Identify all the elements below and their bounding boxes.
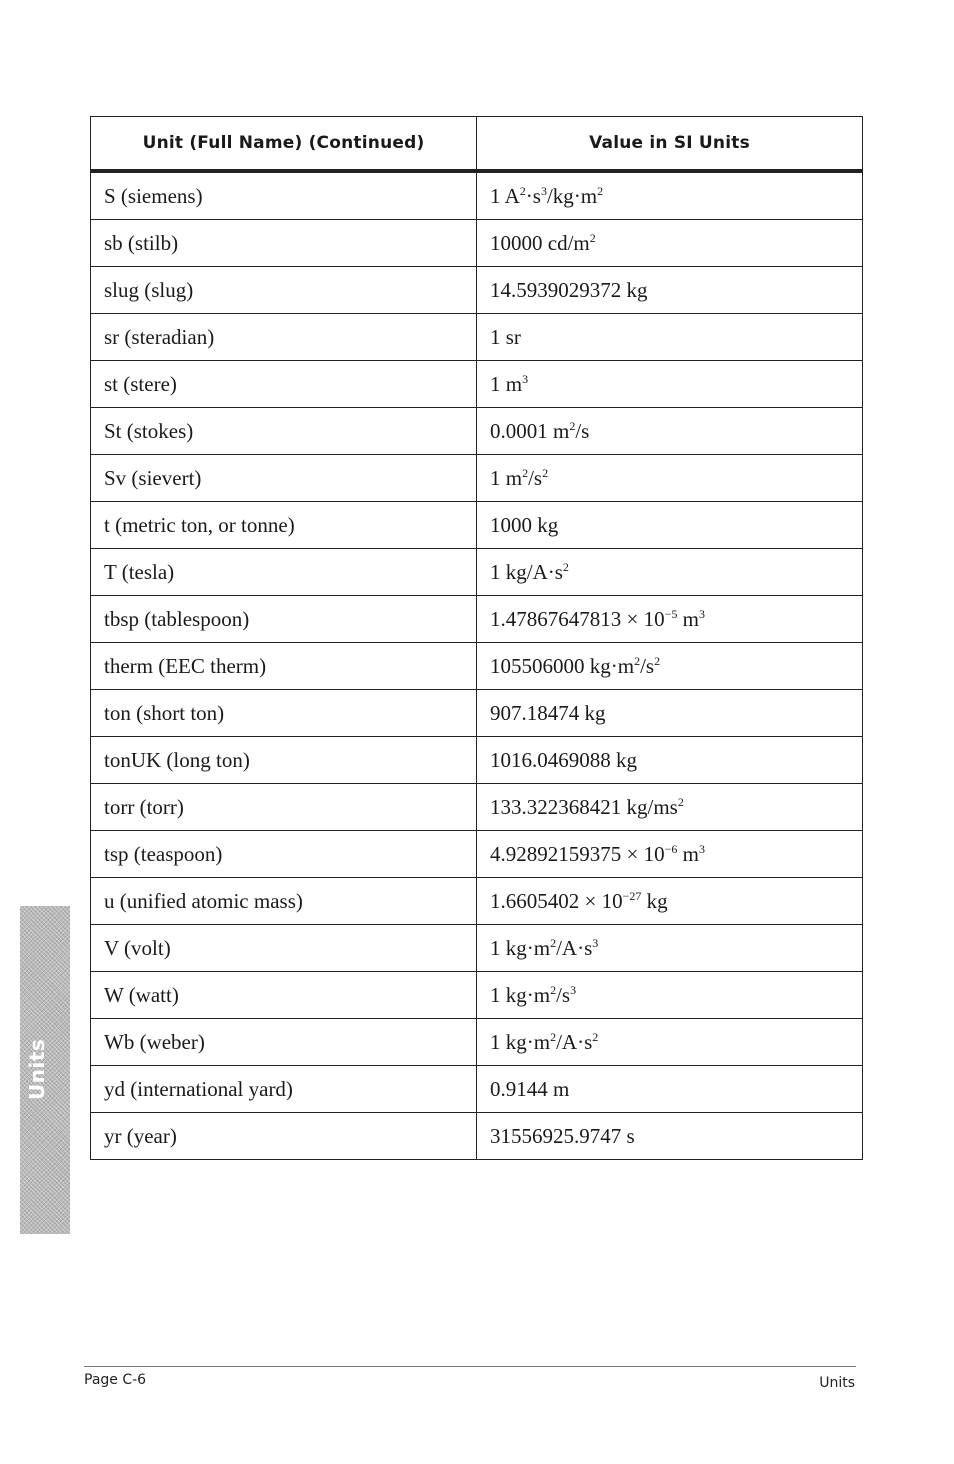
value-exponent: −5 <box>664 606 678 621</box>
unit-cell: yr (year) <box>91 1113 477 1160</box>
value-text: /A·s <box>556 1029 593 1054</box>
value-text: /s <box>556 982 571 1007</box>
footer-rule <box>84 1366 856 1367</box>
value-text: /s <box>640 653 655 678</box>
value-exponent: 3 <box>592 935 599 950</box>
table-row <box>91 267 863 314</box>
value-cell <box>477 878 863 925</box>
value-text: ·s <box>525 183 541 208</box>
value-cell <box>477 455 863 502</box>
unit-cell: tbsp (tablespoon) <box>91 596 477 643</box>
value-exponent: 3 <box>698 841 705 856</box>
value-exponent: 2 <box>592 1029 599 1044</box>
value-exponent: 3 <box>698 606 705 621</box>
value-text: 1 m <box>490 465 523 490</box>
table-row <box>91 171 863 220</box>
value-text: kg <box>641 888 668 913</box>
table-row <box>91 502 863 549</box>
value-cell <box>477 831 863 878</box>
value-exponent: 2 <box>542 465 549 480</box>
value-text: /kg·m <box>546 183 598 208</box>
value-exponent: 2 <box>634 653 641 668</box>
table-row <box>91 1019 863 1066</box>
value-exponent: 2 <box>677 794 684 809</box>
table-row <box>91 1066 863 1113</box>
table-row <box>91 549 863 596</box>
unit-cell: slug (slug) <box>91 267 477 314</box>
value-text: 0.9144 m <box>490 1076 570 1101</box>
value-cell <box>477 643 863 690</box>
unit-cell: tsp (teaspoon) <box>91 831 477 878</box>
value-text: 1.6605402 × 10 <box>490 888 623 913</box>
table-row <box>91 220 863 267</box>
table-row <box>91 1113 863 1160</box>
unit-cell: T (tesla) <box>91 549 477 596</box>
footer-section-name: Units <box>819 1375 855 1391</box>
value-exponent: 2 <box>550 935 557 950</box>
value-exponent: 2 <box>550 1029 557 1044</box>
unit-cell: Wb (weber) <box>91 1019 477 1066</box>
value-text: 133.322368421 kg/ms <box>490 794 678 819</box>
value-exponent: 2 <box>519 183 526 198</box>
table-row <box>91 737 863 784</box>
value-text: /A·s <box>556 935 593 960</box>
value-text: 10000 cd/m <box>490 230 590 255</box>
value-cell <box>477 171 863 220</box>
unit-cell: st (stere) <box>91 361 477 408</box>
value-text: 1 kg·m <box>490 1029 551 1054</box>
value-text: 0.0001 m <box>490 418 570 443</box>
value-cell <box>477 220 863 267</box>
value-cell <box>477 408 863 455</box>
value-cell <box>477 361 863 408</box>
value-exponent: 2 <box>550 982 557 997</box>
value-text: m <box>677 606 699 631</box>
value-text: 1 kg·m <box>490 982 551 1007</box>
value-text: m <box>677 841 699 866</box>
table-row <box>91 878 863 925</box>
value-cell <box>477 925 863 972</box>
unit-cell: sb (stilb) <box>91 220 477 267</box>
value-cell <box>477 737 863 784</box>
value-exponent: 3 <box>540 183 547 198</box>
value-exponent: 2 <box>589 230 596 245</box>
table-row <box>91 972 863 1019</box>
value-cell <box>477 596 863 643</box>
header-value: Value in SI Units <box>477 117 863 172</box>
table-row <box>91 408 863 455</box>
value-cell <box>477 1113 863 1160</box>
value-text: 105506000 kg·m <box>490 653 635 678</box>
table-row <box>91 596 863 643</box>
value-text: /s <box>528 465 543 490</box>
value-exponent: 3 <box>522 371 529 386</box>
table-row <box>91 784 863 831</box>
unit-cell: sr (steradian) <box>91 314 477 361</box>
header-unit: Unit (Full Name) (Continued) <box>91 117 477 172</box>
unit-cell: therm (EEC therm) <box>91 643 477 690</box>
value-cell <box>477 784 863 831</box>
table-row <box>91 314 863 361</box>
value-cell <box>477 549 863 596</box>
unit-cell: W (watt) <box>91 972 477 1019</box>
footer-page-number: Page C-6 <box>84 1372 147 1388</box>
value-cell <box>477 1019 863 1066</box>
table-row <box>91 925 863 972</box>
table-row <box>91 455 863 502</box>
table-body <box>91 171 863 1160</box>
value-cell <box>477 502 863 549</box>
value-cell <box>477 267 863 314</box>
value-text: /s <box>575 418 590 443</box>
table-header-row <box>91 117 863 172</box>
value-cell <box>477 690 863 737</box>
value-text: 907.18474 kg <box>490 700 606 725</box>
table-row <box>91 690 863 737</box>
unit-cell: ton (short ton) <box>91 690 477 737</box>
value-exponent: 3 <box>570 982 577 997</box>
value-text: 1 m <box>490 371 523 396</box>
unit-cell: yd (international yard) <box>91 1066 477 1113</box>
table-row <box>91 643 863 690</box>
value-text: 1 kg·m <box>490 935 551 960</box>
unit-cell: u (unified atomic mass) <box>91 878 477 925</box>
unit-cell: S (siemens) <box>91 171 477 220</box>
unit-cell: tonUK (long ton) <box>91 737 477 784</box>
units-table <box>90 116 863 1160</box>
value-exponent: 2 <box>562 559 569 574</box>
value-text: 1000 kg <box>490 512 559 537</box>
value-text: 1 kg/A·s <box>490 559 563 584</box>
value-text: 1.47867647813 × 10 <box>490 606 665 631</box>
table-row <box>91 831 863 878</box>
value-cell <box>477 314 863 361</box>
unit-cell: St (stokes) <box>91 408 477 455</box>
value-cell <box>477 1066 863 1113</box>
unit-cell: Sv (sievert) <box>91 455 477 502</box>
value-exponent: −27 <box>622 888 642 903</box>
table-row <box>91 361 863 408</box>
unit-cell: torr (torr) <box>91 784 477 831</box>
value-cell <box>477 972 863 1019</box>
value-text: 1016.0469088 kg <box>490 747 637 772</box>
value-text: 31556925.9747 s <box>490 1123 635 1148</box>
value-text: 1 sr <box>490 324 521 349</box>
value-exponent: 2 <box>569 418 576 433</box>
value-exponent: −6 <box>664 841 678 856</box>
value-text: 4.92892159375 × 10 <box>490 841 665 866</box>
value-exponent: 2 <box>597 183 604 198</box>
value-exponent: 2 <box>654 653 661 668</box>
unit-cell: t (metric ton, or tonne) <box>91 502 477 549</box>
value-text: 14.5939029372 kg <box>490 277 648 302</box>
value-exponent: 2 <box>522 465 529 480</box>
side-tab-label: Units <box>25 1038 49 1100</box>
unit-cell: V (volt) <box>91 925 477 972</box>
value-text: 1 A <box>490 183 520 208</box>
